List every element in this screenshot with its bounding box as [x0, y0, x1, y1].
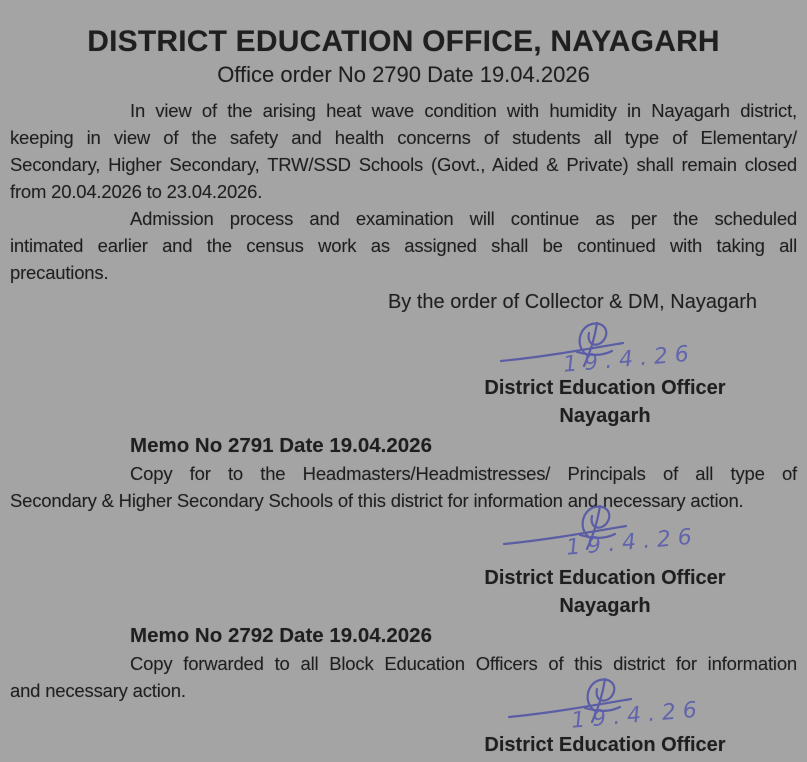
memo-2-heading: Memo No 2792 Date 19.04.2026 — [130, 624, 432, 647]
text-line: and necessary action. — [10, 680, 186, 701]
text-line: Admission process and examination will continue as per the scheduled — [130, 208, 797, 229]
text-line: keeping in view of the safety and health concerns of students all type of Elementary/ — [10, 127, 797, 148]
signature-date: 19.4.26 — [570, 697, 705, 734]
officer-title: District Education Officer — [484, 567, 726, 589]
officer-place: Nayagarh — [559, 595, 651, 617]
text-line: Copy for to the Headmasters/Headmistresses/ Principals of all type of — [130, 463, 797, 484]
memo-1-body — [10, 460, 797, 514]
officer-signatory-block-2 — [465, 564, 745, 620]
page-title: DISTRICT EDUCATION OFFICE, NAYAGARH — [87, 25, 720, 58]
memo-2-body — [10, 650, 797, 704]
signature-space-3 — [0, 704, 807, 732]
officer-title: District Education Officer — [484, 377, 726, 399]
text-line: precautions. — [10, 262, 109, 283]
signature-date: 19.4.26 — [565, 524, 700, 561]
order-paragraph-1 — [10, 97, 797, 205]
signature-space-2 — [0, 514, 807, 564]
text-line: from 20.04.2026 to 23.04.2026. — [10, 181, 263, 202]
officer-place: Nayagarh — [559, 405, 651, 427]
text-line: In view of the arising heat wave condition with humidity in Nayagarh district, — [130, 100, 797, 121]
signature-date: 19.4.26 — [562, 341, 697, 378]
signature-space-1 — [0, 316, 807, 374]
text-line: intimated earlier and the census work as assigned shall be continued with taking all — [10, 235, 797, 256]
text-line: Secondary, Higher Secondary, TRW/SSD Schools (Govt., Aided & Private) shall remain closed — [10, 154, 797, 175]
memo-1-heading: Memo No 2791 Date 19.04.2026 — [130, 434, 432, 457]
text-line: Secondary & Higher Secondary Schools of this district for information and necessary action. — [10, 490, 744, 511]
by-order-line: By the order of Collector & DM, Nayagarh — [387, 291, 757, 313]
order-number-line: Office order No 2790 Date 19.04.2026 — [217, 62, 590, 87]
text-line: Copy forwarded to all Block Education Officers of this district for information — [130, 653, 797, 674]
order-paragraph-2 — [10, 205, 797, 286]
officer-signatory-block-1 — [465, 374, 745, 430]
officer-signatory-block-3: District Education Officer — [484, 734, 726, 756]
